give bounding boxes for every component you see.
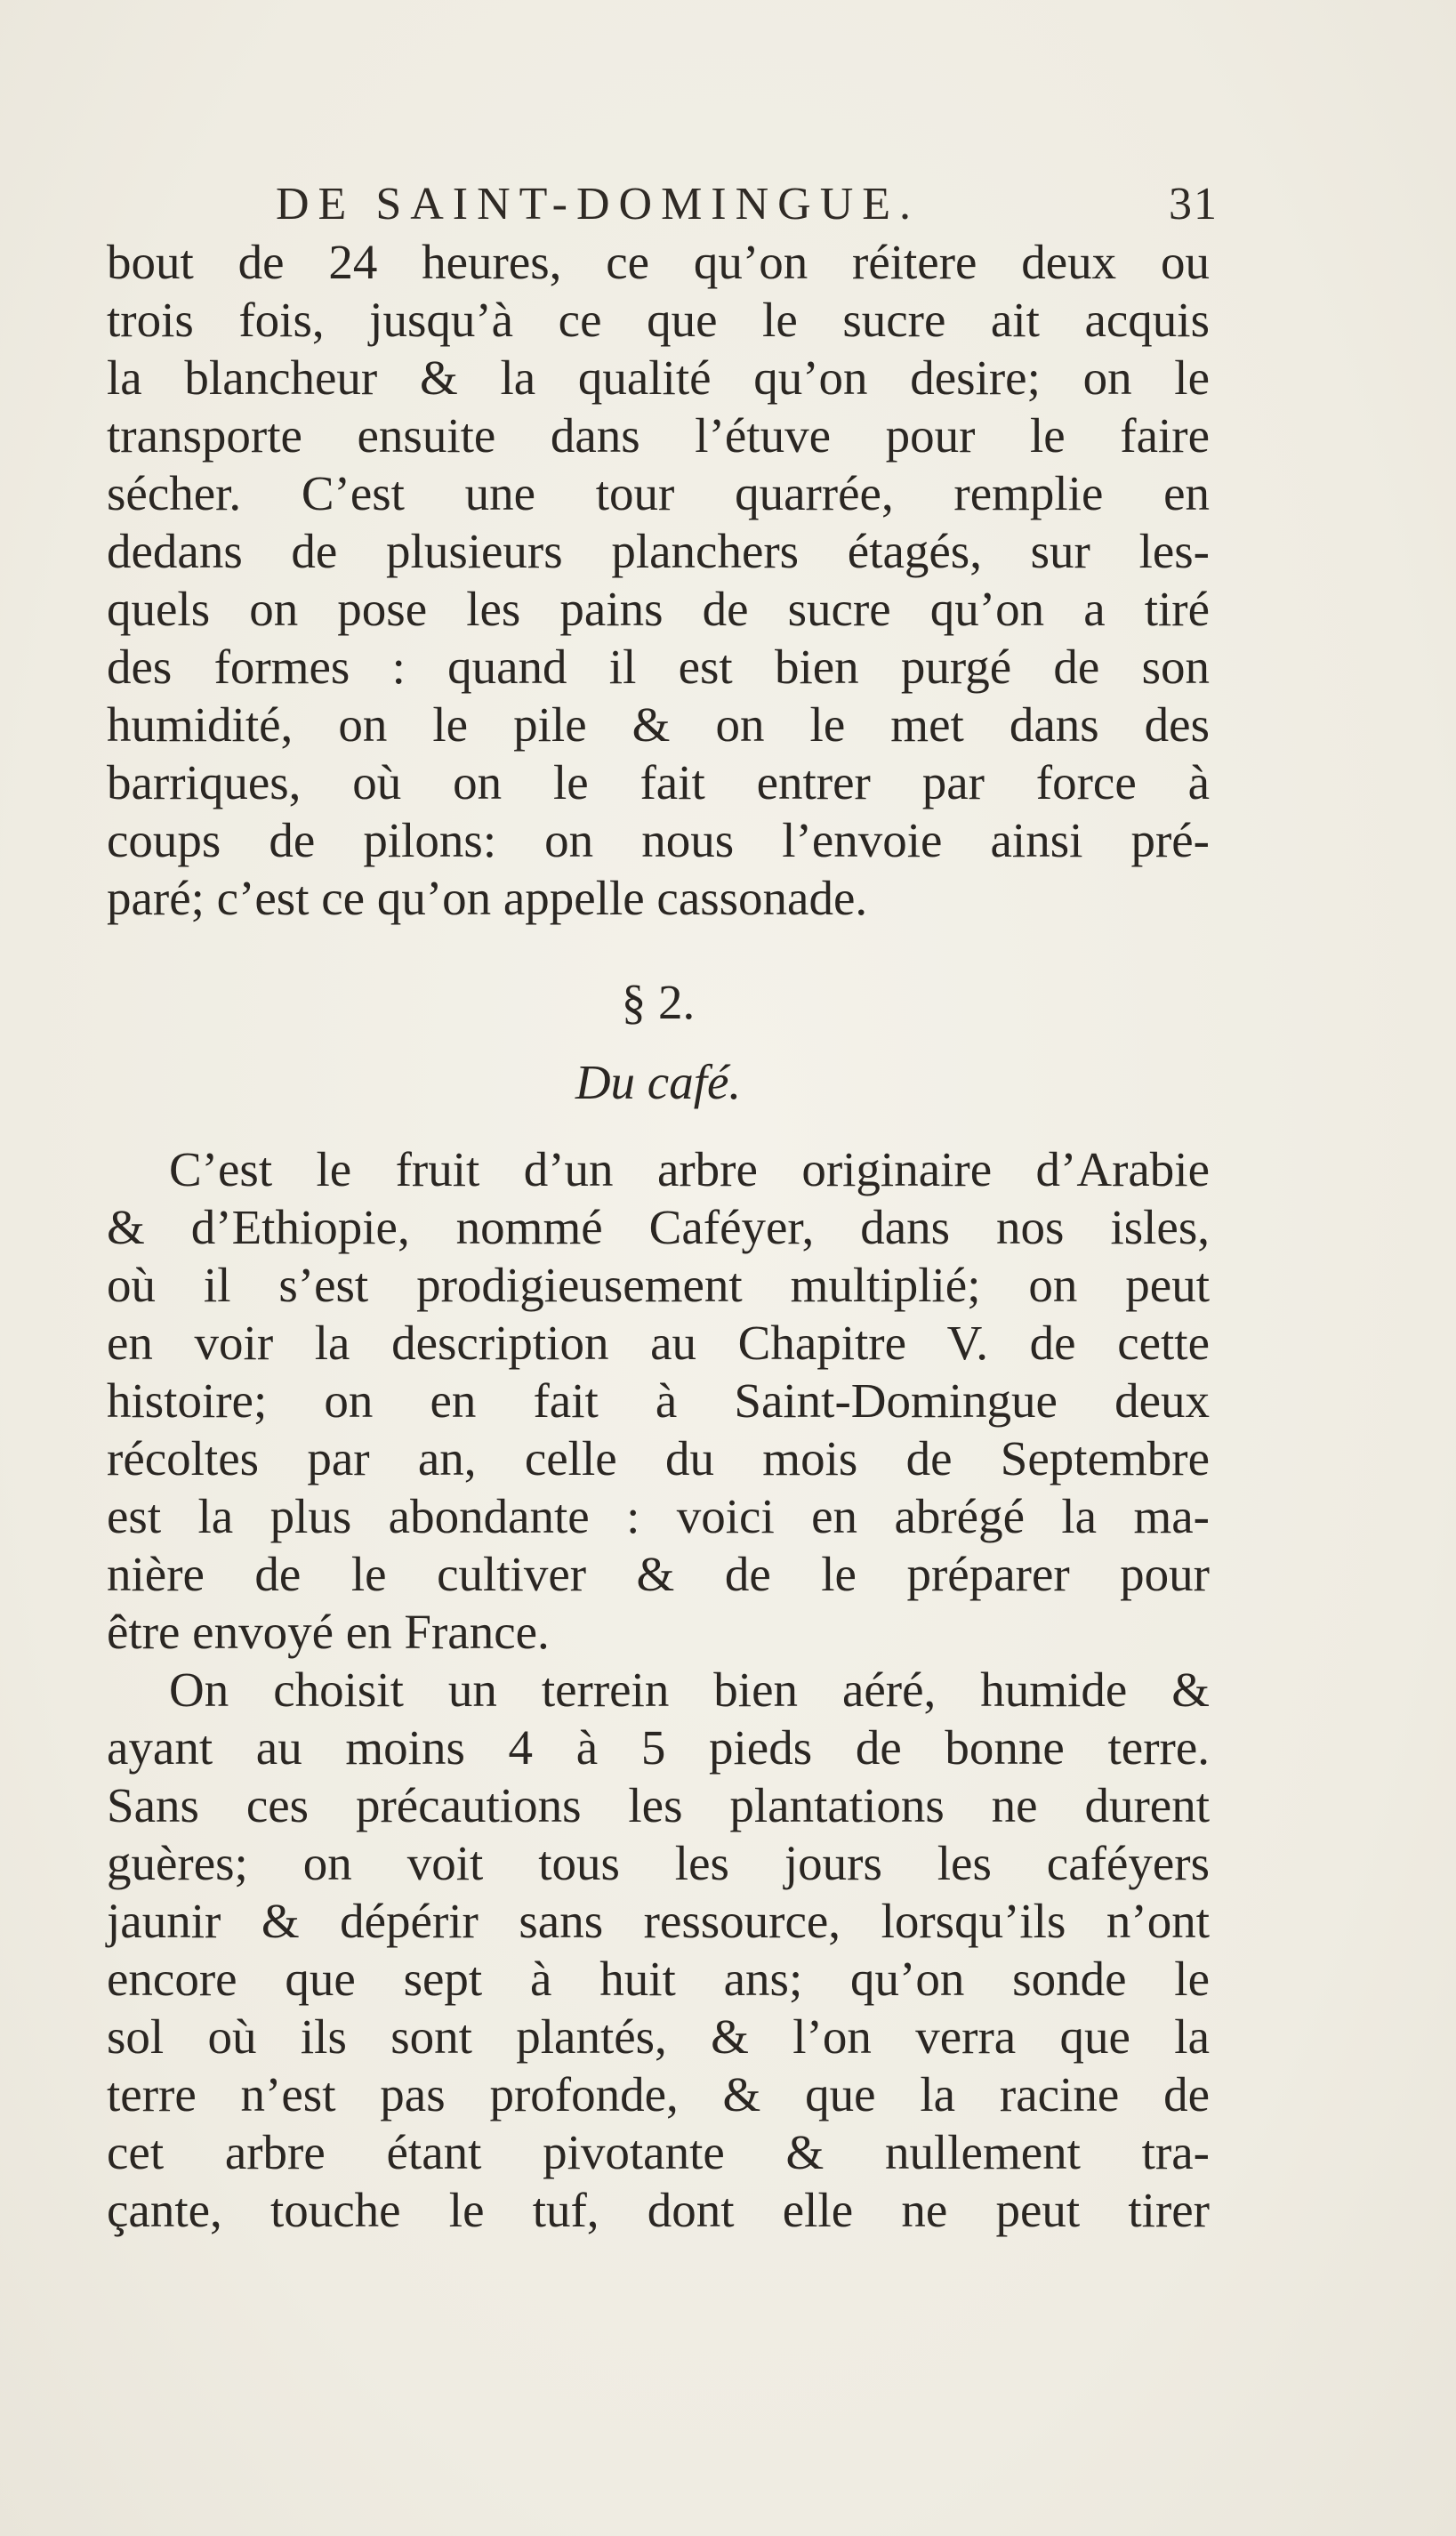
text-line: coups de pilons: on nous l’envoie ainsi pré-: [107, 813, 1210, 867]
text-line: jaunir & dépérir sans ressource, lorsqu’ils n’ont: [107, 1894, 1210, 1948]
text-line: bout de 24 heures, ce qu’on réitere deux ou: [107, 235, 1210, 289]
section-number: § 2.: [621, 975, 696, 1029]
text-line: ayant au moins 4 à 5 pieds de bonne terre.: [107, 1720, 1210, 1775]
body-text: [107, 233, 1210, 2239]
text-line: où il s’est prodigieusement multiplié; on peut: [107, 1258, 1210, 1312]
text-line: sol où ils sont plantés, & l’on verra que la: [107, 2009, 1210, 2064]
text-line: être envoyé en France.: [107, 1605, 550, 1659]
text-line: C’est le fruit d’un arbre originaire d’Arabie: [169, 1142, 1210, 1196]
text-line: çante, touche le tuf, dont elle ne peut tirer: [107, 2183, 1210, 2237]
paragraph-sugar: [107, 233, 1210, 927]
text-line: terre n’est pas profonde, & que la racine de: [107, 2067, 1210, 2121]
text-line: transporte ensuite dans l’étuve pour le faire: [107, 408, 1210, 463]
running-title: DE SAINT-DOMINGUE.: [276, 179, 921, 229]
text-line: sécher. C’est une tour quarrée, remplie en: [107, 466, 1210, 520]
paragraph-cultivation: [107, 1661, 1210, 2239]
page-number: 31: [1169, 179, 1219, 229]
text-line: trois fois, jusqu’à ce que le sucre ait acquis: [107, 293, 1210, 347]
text-line: en voir la description au Chapitre V. de cette: [107, 1316, 1210, 1370]
text-line: est la plus abondante : voici en abrégé la ma-: [107, 1489, 1210, 1543]
text-line: des formes : quand il est bien purgé de son: [107, 640, 1210, 694]
text-line: dedans de plusieurs planchers étagés, sur les-: [107, 524, 1210, 578]
text-line: Sans ces précautions les plantations ne durent: [107, 1778, 1210, 1832]
text-line: cet arbre étant pivotante & nullement tra-: [107, 2125, 1210, 2179]
running-header: [276, 178, 1219, 240]
text-line: paré; c’est ce qu’on appelle cassonade.: [107, 871, 868, 925]
text-line: On choisit un terrein bien aéré, humide &: [169, 1662, 1210, 1717]
paragraph-coffee: [107, 1140, 1210, 1661]
text-line: nière de le cultiver & de le préparer pour: [107, 1547, 1210, 1601]
section-title: Du café.: [575, 1055, 742, 1109]
text-line: guères; on voit tous les jours les caféyers: [107, 1836, 1210, 1890]
text-line: histoire; on en fait à Saint-Domingue deux: [107, 1373, 1210, 1428]
text-line: & d’Ethiopie, nommé Caféyer, dans nos isles,: [107, 1200, 1210, 1254]
text-line: barriques, où on le fait entrer par force à: [107, 755, 1210, 809]
text-line: récoltes par an, celle du mois de Septembre: [107, 1431, 1210, 1485]
text-line: encore que sept à huit ans; qu’on sonde le: [107, 1952, 1210, 2006]
text-line: la blancheur & la qualité qu’on desire; on le: [107, 350, 1210, 405]
text-line: humidité, on le pile & on le met dans des: [107, 697, 1210, 752]
text-line: quels on pose les pains de sucre qu’on a tiré: [107, 582, 1210, 636]
